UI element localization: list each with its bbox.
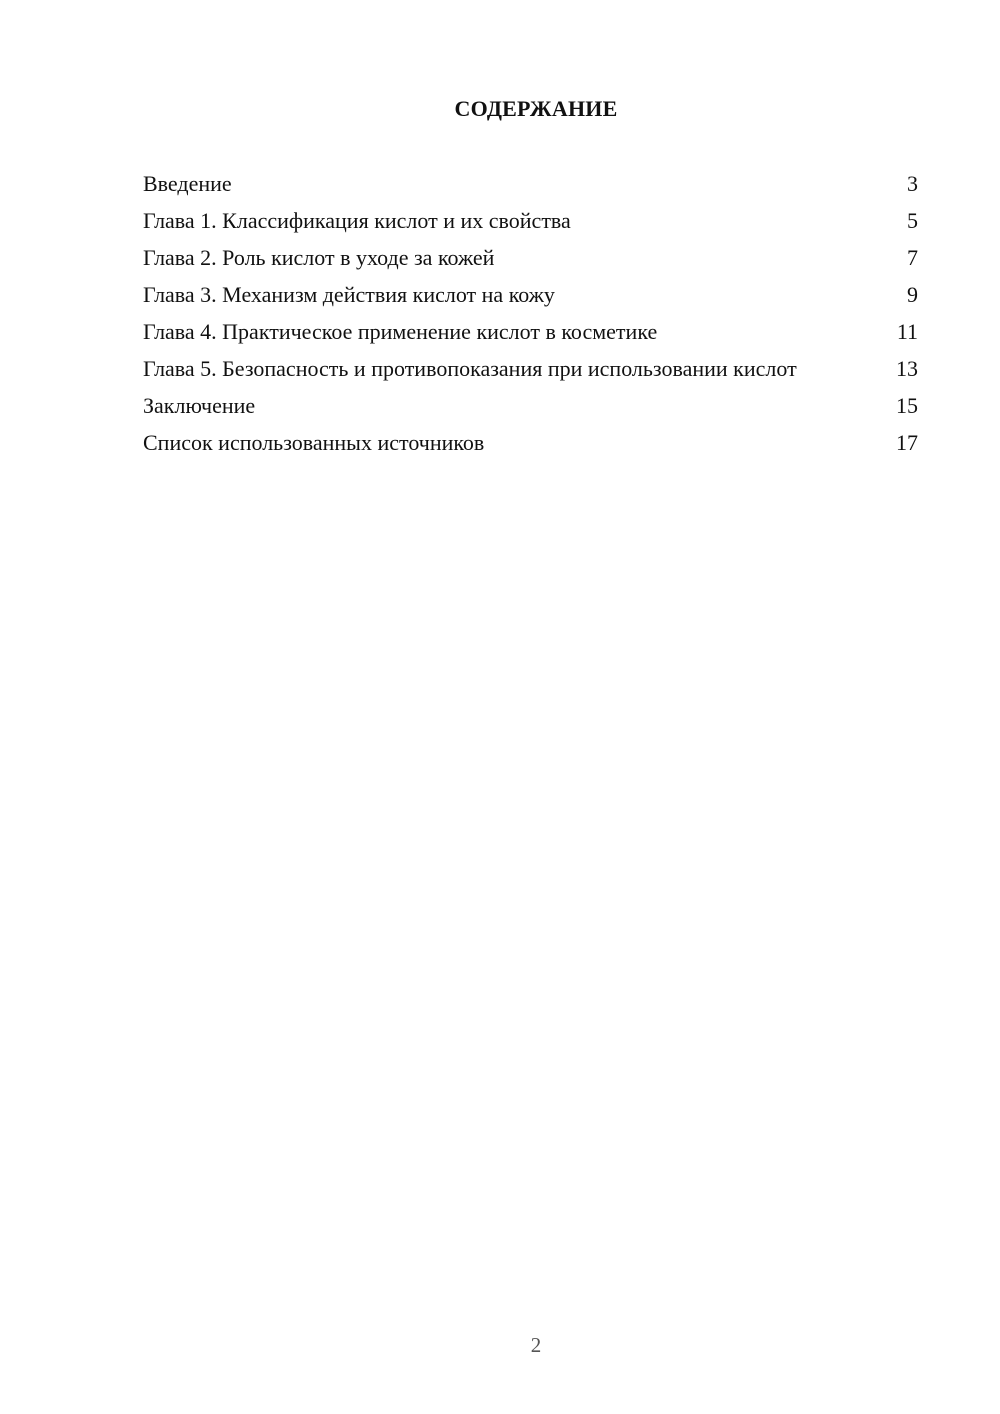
toc-entry-chapter-1[interactable]: [143, 207, 918, 235]
toc-entry-label: Список использованных источников: [143, 430, 485, 455]
toc-entry-label: Глава 5. Безопасность и противопоказания при использовании кислот: [143, 356, 797, 381]
toc-entry-label: Глава 4. Практическое применение кислот в косметике: [143, 319, 658, 344]
toc-entry-introduction[interactable]: [143, 170, 918, 198]
toc-entry-references[interactable]: [143, 429, 918, 457]
page-number: 2: [530, 1333, 542, 1357]
toc-entry-conclusion[interactable]: [143, 392, 918, 420]
toc-entry-page: 5: [907, 208, 918, 233]
page-title: СОДЕРЖАНИЕ: [454, 96, 618, 121]
toc-entry-label: Глава 1. Классификация кислот и их свойства: [143, 208, 571, 233]
toc-entry-page: 13: [896, 356, 918, 381]
table-of-contents: [143, 170, 918, 466]
toc-entry-page: 3: [907, 171, 918, 196]
toc-entry-page: 11: [896, 319, 918, 344]
toc-entry-label: Глава 2. Роль кислот в уходе за кожей: [143, 245, 495, 270]
toc-entry-chapter-3[interactable]: [143, 281, 918, 309]
toc-entry-page: 9: [907, 282, 918, 307]
toc-entry-page: 15: [896, 393, 918, 418]
toc-entry-page: 17: [896, 430, 918, 455]
toc-entry-label: Введение: [143, 171, 232, 196]
toc-entry-chapter-2[interactable]: [143, 244, 918, 272]
toc-entry-label: Заключение: [143, 393, 256, 418]
toc-entry-label: Глава 3. Механизм действия кислот на кожу: [143, 282, 555, 307]
toc-entry-chapter-4[interactable]: [143, 318, 918, 346]
toc-entry-chapter-5[interactable]: [143, 355, 918, 383]
toc-entry-page: 7: [907, 245, 918, 270]
